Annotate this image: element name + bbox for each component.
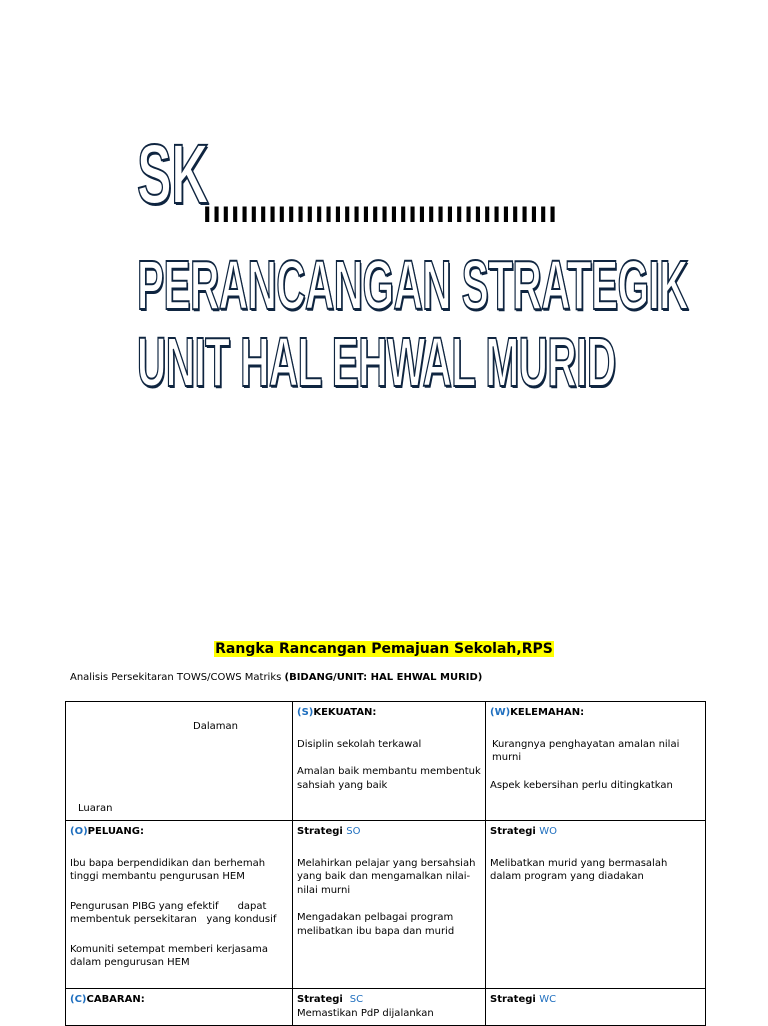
title-line-2: UNIT HAL EHWAL MURID <box>137 323 616 401</box>
wo-label: Strategi <box>490 826 540 837</box>
title-line-1: PERANCANGAN STRATEGIK <box>137 246 688 324</box>
wc-label: Strategi <box>490 993 540 1005</box>
strengths-code: (S) <box>297 707 314 718</box>
list-item: Ibu bapa berpendidikan dan berhemah tinggi membantu pengurusan HEM <box>70 857 266 882</box>
sc-strategy-cell <box>293 988 486 1025</box>
school-name-placeholder: ıııııııııııııııııııııııııııııııııııııı <box>203 196 558 229</box>
list-item: Kurangnya penghayatan amalan nilai murni <box>492 738 680 763</box>
sc-header <box>297 993 481 1007</box>
list-item: Pengurusan PIBG yang efektif dapat membentuk persekitaran yang kondusif <box>70 900 277 925</box>
luaran-label: Luaran <box>78 803 113 814</box>
so-code: SO <box>346 826 361 837</box>
analysis-bold: (BIDANG/UNIT: HAL EHWAL MURID) <box>284 672 483 683</box>
corner-cell <box>66 702 293 821</box>
section-heading-text: Rangka Rancangan Pemajuan Sekolah,RPS <box>215 641 553 657</box>
threats-label: CABARAN: <box>86 993 145 1005</box>
opportunities-header <box>70 825 288 839</box>
threats-cell <box>66 988 293 1025</box>
list-item: Memastikan PdP dijalankan <box>297 1008 434 1019</box>
weaknesses-header <box>490 706 701 720</box>
table-row <box>66 988 706 1025</box>
sc-code: SC <box>349 993 364 1005</box>
opportunities-code: (O) <box>70 826 88 837</box>
strengths-header <box>297 706 481 720</box>
strengths-cell <box>293 702 486 821</box>
strengths-label: KEKUATAN: <box>313 707 377 718</box>
wc-code: WC <box>539 993 557 1005</box>
table-row <box>66 821 706 989</box>
table-row <box>66 702 706 821</box>
list-item: Melahirkan pelajar yang bersahsiah yang baik dan mengamalkan nilai-nilai murni <box>297 857 476 896</box>
school-prefix: SK <box>137 127 209 221</box>
tows-matrix-table <box>65 701 706 1026</box>
threats-code: (C) <box>70 993 87 1005</box>
list-item: Komuniti setempat memberi kerjasama dalam pengurusan HEM <box>70 943 269 968</box>
section-heading <box>0 638 768 657</box>
wc-strategy-cell <box>486 988 706 1025</box>
list-item: Melibatkan murid yang bermasalah dalam program yang diadakan <box>490 857 668 882</box>
wo-strategy-cell <box>486 821 706 989</box>
wo-header <box>490 825 701 839</box>
list-item: Amalan baik membantu membentuk sahsiah yang baik <box>297 766 481 791</box>
list-item: Aspek kebersihan perlu ditingkatkan <box>490 779 673 791</box>
threats-header <box>70 993 288 1007</box>
so-strategy-cell <box>293 821 486 989</box>
list-item: Mengadakan pelbagai program melibatkan ibu bapa dan murid <box>297 912 455 937</box>
weaknesses-cell <box>486 702 706 821</box>
sc-label: Strategi <box>297 993 350 1005</box>
analysis-caption <box>70 672 482 683</box>
list-item: Disiplin sekolah terkawal <box>297 738 422 750</box>
analysis-prefix: Analisis Persekitaran TOWS/COWS Matriks <box>70 672 285 683</box>
dalaman-label: Dalaman <box>193 721 238 732</box>
weaknesses-code: (W) <box>490 707 511 718</box>
opportunities-cell <box>66 821 293 989</box>
so-label: Strategi <box>297 826 347 837</box>
so-header <box>297 825 481 839</box>
wo-code: WO <box>539 826 558 837</box>
weaknesses-label: KELEMAHAN: <box>510 707 585 718</box>
opportunities-label: PELUANG: <box>87 826 144 837</box>
wc-header <box>490 993 701 1007</box>
